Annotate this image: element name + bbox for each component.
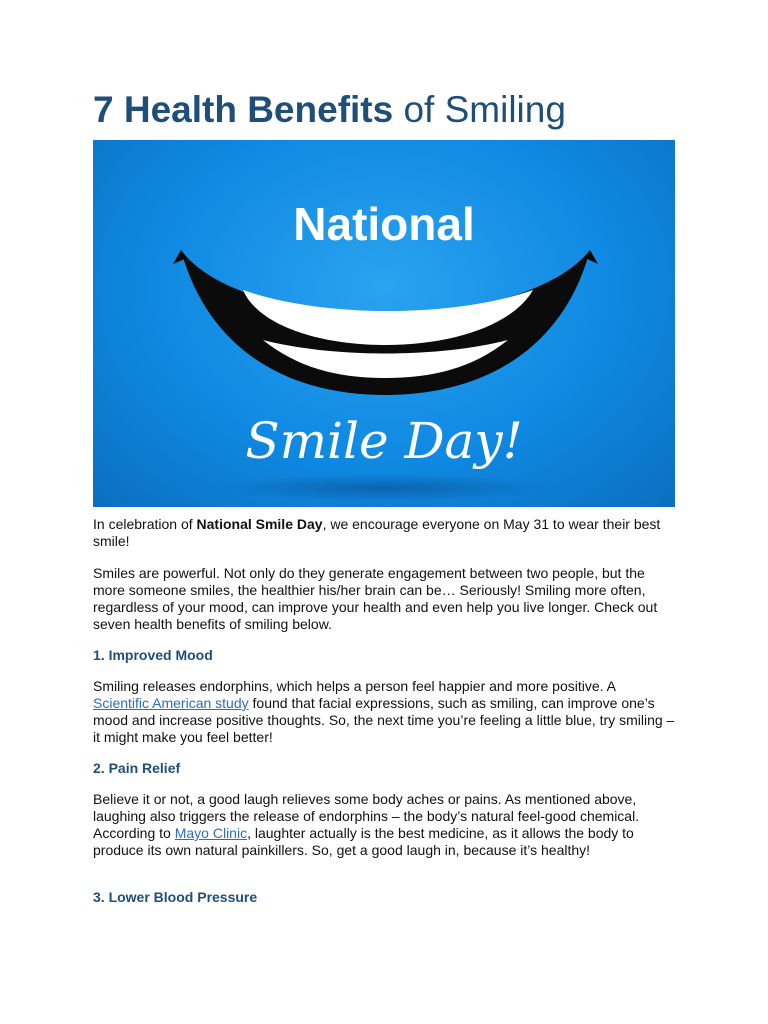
section-heading-1: 1. Improved Mood xyxy=(93,647,213,663)
section-1-post: found that facial expressions, such as smiling, can improve one’s mood and increase positive thoughts. So, the next time you’re feeling a little blue, try smiling – it might make you feel better! xyxy=(93,695,675,745)
section-2-post: , laughter actually is the best medicine, as it allows the body to produce its own natural painkillers. So, get a good laugh in, because it’s healthy! xyxy=(93,825,634,858)
section-heading-2: 2. Pain Relief xyxy=(93,760,181,776)
section-1-pre: Smiling releases endorphins, which helps a person feel happier and more positive. A xyxy=(93,678,616,694)
intro-paragraph xyxy=(93,516,675,550)
intro-bold: National Smile Day xyxy=(196,516,323,532)
section-heading-3: 3. Lower Blood Pressure xyxy=(93,889,258,905)
drop-shadow xyxy=(214,474,554,502)
mayo-clinic-link[interactable]: Mayo Clinic xyxy=(174,825,248,841)
scientific-american-link[interactable]: Scientific American study xyxy=(93,695,249,711)
smile-illustration xyxy=(93,140,675,507)
smile-mouth-icon xyxy=(173,250,598,395)
intro-pre: In celebration of xyxy=(93,516,197,532)
hero-line2: Smile Day! xyxy=(245,412,523,470)
intro-post: , we encourage everyone on May 31 to wear their best smile! xyxy=(93,516,661,549)
hero-image xyxy=(93,140,675,507)
title-rest: of Smiling xyxy=(393,89,566,130)
title-bold: 7 Health Benefits xyxy=(93,89,394,130)
section-2-pre: Believe it or not, a good laugh relieves some body aches or pains. As mentioned above, laughing also triggers the release of endorphins – the body’s natural feel-good chemical. According to xyxy=(93,791,640,841)
page-title xyxy=(93,86,566,134)
body-paragraph: Smiles are powerful. Not only do they generate engagement between two people, but the more someone smiles, the healthier his/her brain can be… Seriously! Smiling more often, regardless of your mood, can improve your health and even help you live longer. Check out seven health benefits of smiling below. xyxy=(93,565,658,632)
section-2-paragraph xyxy=(93,791,675,859)
section-1-paragraph xyxy=(93,678,675,746)
hero-line1: National xyxy=(293,198,475,250)
